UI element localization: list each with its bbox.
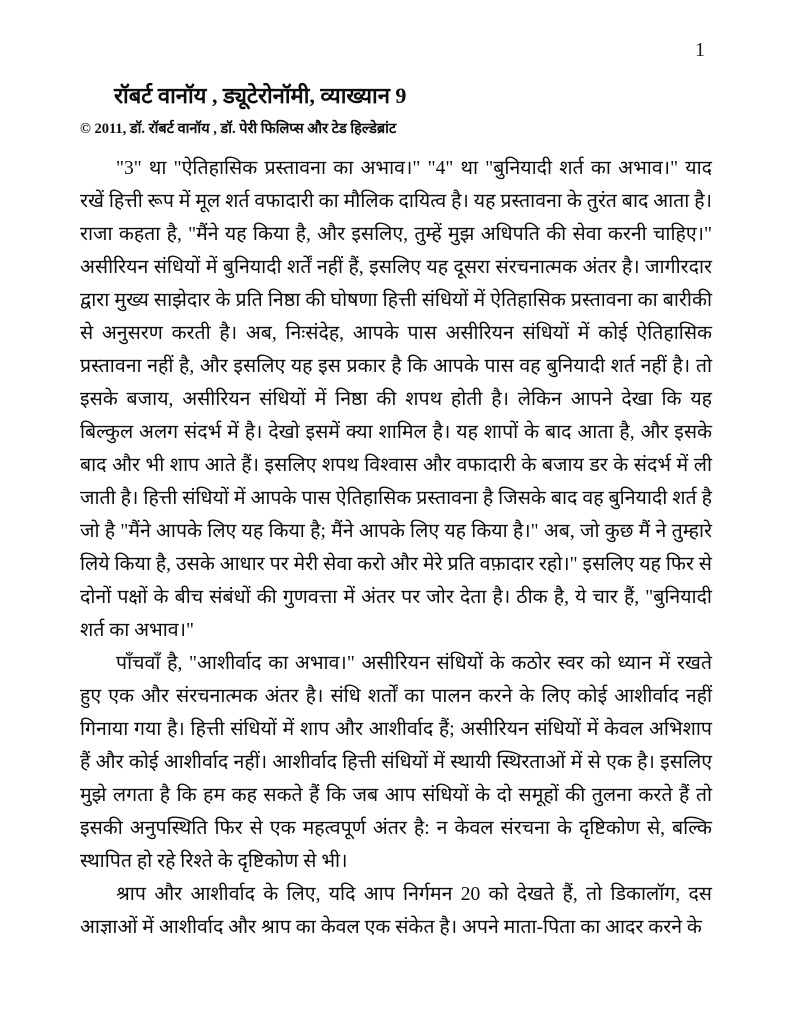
document-body xyxy=(80,152,712,944)
page-number: 1 xyxy=(695,39,705,61)
page-content xyxy=(80,82,712,944)
paragraph: श्राप और आशीर्वाद के लिए, यदि आप निर्गमन 20 को देखते हैं, तो डिकालॉग, दस आज्ञाओं में आशीर्वाद और श्राप का केवल एक संकेत है। अपने माता-पिता का आदर करने के xyxy=(80,884,712,938)
paragraph: "3" था "ऐतिहासिक प्रस्तावना का अभाव।" "4" था "बुनियादी शर्त का अभाव।" याद रखें हित्ती रूप में मूल शर्त वफादारी का मौलिक दायित्व है। यह प्रस्तावना के तुरंत बाद आता है। राजा कहता है, "मैंने यह किया है, और इसलिए, तुम्हें मुझ अधिपति की सेवा करनी चाहिए।" असीरियन संधियों में बुनियादी शर्तें नहीं हैं, इसलिए यह दूसरा संरचनात्मक अंतर है। जागीरदार द्वारा मुख्य साझेदार के प्रति निष्ठा की घोषणा हित्ती संधियों में ऐतिहासिक प्रस्तावना का बारीकी से अनुसरण करती है। अब, निःसंदेह, आपके पास असीरियन संधियों में कोई ऐतिहासिक प्रस्तावना नहीं है, और इसलिए यह इस प्रकार है कि आपके पास वह बुनियादी शर्त नहीं है। तो इसके बजाय, असीरियन संधियों में निष्ठा की शपथ होती है। लेकिन आपने देखा कि यह बिल्कुल अलग संदर्भ में है। देखो इसमें क्या शामिल है। यह शापों के बाद आता है, और इसके बाद और भी शाप आते हैं। इसलिए शपथ विश्वास और वफादारी के बजाय डर के संदर्भ में ली जाती है। हित्ती संधियों में आपके पास ऐतिहासिक प्रस्तावना है जिसके बाद वह बुनियादी शर्त है जो है "मैंने आपके लिए यह किया है; मैंने आपके लिए यह किया है।" अब, जो कुछ मैं ने तुम्हारे लिये किया है, उसके आधार पर मेरी सेवा करो और मेरे प्रति वफ़ादार रहो।" इसलिए यह फिर से दोनों पक्षों के बीच संबंधों की गुणवत्ता में अंतर पर जोर देता है। ठीक है, ये चार हैं, "बुनियादी शर्त का अभाव।" xyxy=(80,158,712,641)
document-title: रॉबर्ट वानॉय , ड्यूटेरोनॉमी, व्याख्यान 9 xyxy=(114,83,407,108)
copyright-line: © 2011, डॉ. रॉबर्ट वानॉय , डॉ. पेरी फिलिप्स और टेड हिल्डेब्रांट xyxy=(80,121,397,137)
paragraph: पाँचवाँ है, "आशीर्वाद का अभाव।" असीरियन संधियों के कठोर स्वर को ध्यान में रखते हुए एक और संरचनात्मक अंतर है। संधि शर्तों का पालन करने के लिए कोई आशीर्वाद नहीं गिनाया गया है। हित्ती संधियों में शाप और आशीर्वाद हैं; असीरियन संधियों में केवल अभिशाप हैं और कोई आशीर्वाद नहीं। आशीर्वाद हित्ती संधियों में स्थायी स्थिरताओं में से एक है। इसलिए मुझे लगता है कि हम कह सकते हैं कि जब आप संधियों के दो समूहों की तुलना करते हैं तो इसकी अनुपस्थिति फिर से एक महत्वपूर्ण अंतर है: न केवल संरचना के दृष्टिकोण से, बल्कि स्थापित हो रहे रिश्ते के दृष्टिकोण से भी। xyxy=(80,653,712,872)
